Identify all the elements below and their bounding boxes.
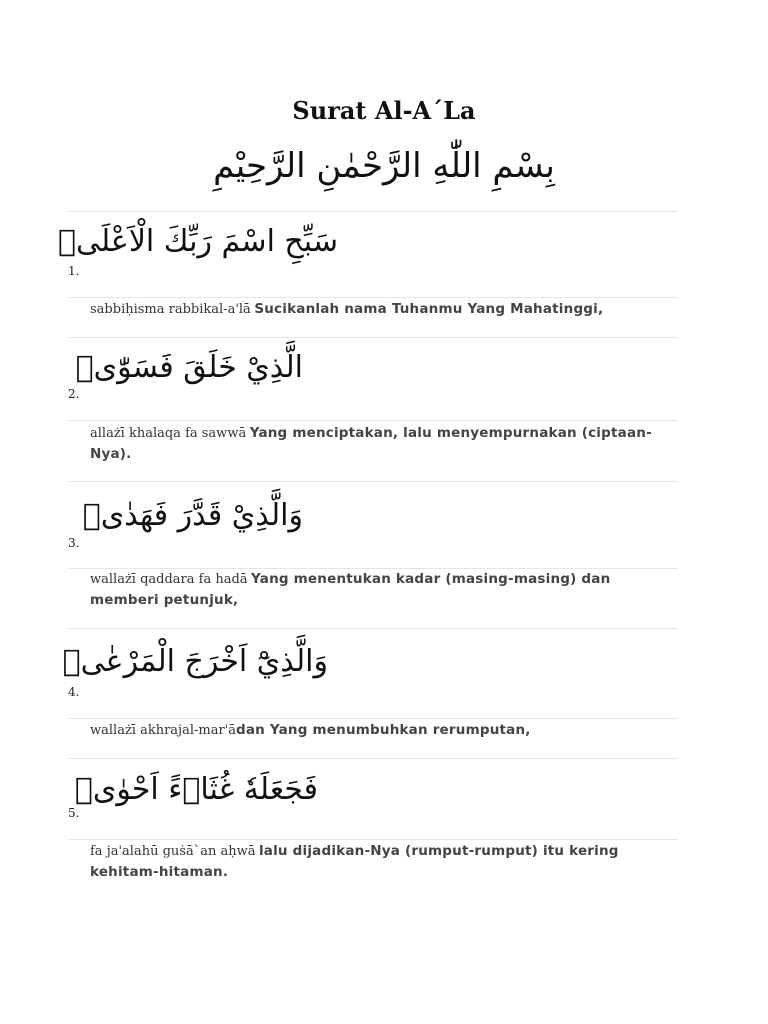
- verse-2-arabic: الَّذِيْ خَلَقَ فَسَوّٰىۖ: [75, 350, 303, 385]
- divider: [68, 839, 678, 840]
- verse-5-text: [90, 841, 675, 883]
- verse-3-arabic: وَالَّذِيْ قَدَّرَ فَهَدٰىۖ: [82, 498, 303, 533]
- verse-3-text: [90, 569, 675, 611]
- verse-3-number: 3.: [68, 536, 80, 550]
- divider: [68, 718, 678, 719]
- verse-1-transliteration: sabbiḥisma rabbikal-a'lā: [90, 302, 251, 317]
- verse-2-number: 2.: [68, 387, 80, 401]
- verse-1-number: 1.: [68, 264, 80, 278]
- verse-1-arabic: سَبِّحِ اسْمَ رَبِّكَ الْاَعْلَىۙ: [57, 224, 338, 259]
- verse-4-transliteration: wallażī akhrajal-mar'ā: [90, 723, 236, 738]
- verse-1-text: [90, 299, 675, 320]
- divider: [68, 337, 678, 338]
- divider: [68, 420, 678, 421]
- verse-4-translation: dan Yang menumbuhkan rerumputan,: [236, 722, 531, 738]
- divider: [68, 628, 678, 629]
- verse-4-arabic: وَالَّذِيْٓ اَخْرَجَ الْمَرْعٰىۖ: [62, 644, 328, 679]
- divider: [68, 211, 678, 212]
- verse-3-translation: Yang menentukan kadar (masing-masing) dan memberi petunjuk,: [90, 571, 611, 608]
- verse-3-transliteration: wallażī qaddara fa hadā: [90, 572, 248, 587]
- divider: [68, 297, 678, 298]
- verse-1-translation: Sucikanlah nama Tuhanmu Yang Mahatinggi,: [254, 301, 604, 317]
- verse-5-translation: lalu dijadikan-Nya (rumput-rumput) itu kering kehitam-hitaman.: [90, 843, 619, 880]
- verse-5-number: 5.: [68, 806, 80, 820]
- verse-4-text: [90, 720, 675, 741]
- verse-5-arabic: فَجَعَلَهٗ غُثَاۤءً اَحْوٰىۖ: [74, 772, 318, 807]
- verse-4-number: 4.: [68, 685, 80, 699]
- basmala: بِسْمِ اللّٰهِ الرَّحْمٰنِ الرَّحِيْمِ: [213, 146, 555, 186]
- divider: [68, 758, 678, 759]
- divider: [68, 481, 678, 482]
- page-title: Surat Al-A´La: [292, 96, 476, 125]
- verse-2-translation: Yang menciptakan, lalu menyempurnakan (ciptaan-Nya).: [90, 425, 652, 462]
- verse-2-transliteration: allażī khalaqa fa sawwā: [90, 426, 247, 441]
- verse-2-text: [90, 423, 675, 465]
- verse-5-transliteration: fa ja'alahū guṡā`an aḥwā: [90, 844, 256, 859]
